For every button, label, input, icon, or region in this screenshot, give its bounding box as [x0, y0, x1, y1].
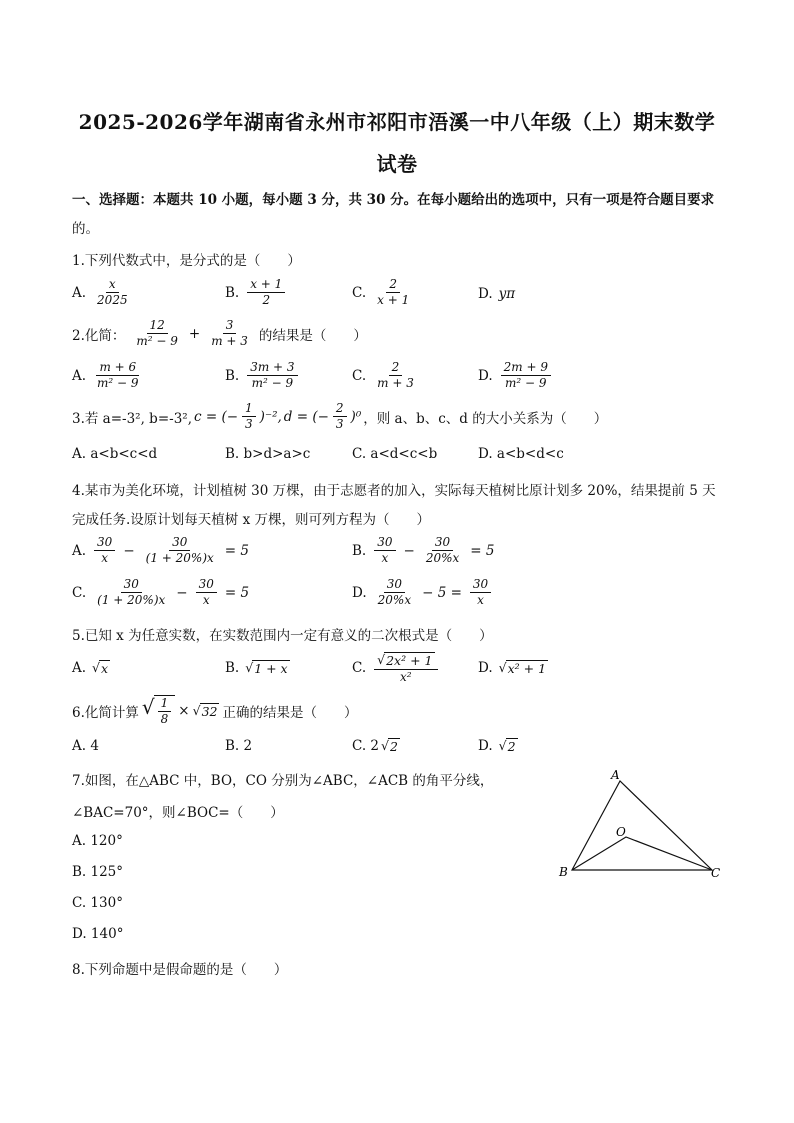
q4-option-a: [72, 535, 249, 566]
fraction: [196, 577, 217, 608]
q4-option-c: [72, 577, 249, 608]
denominator: 20%x: [425, 551, 460, 565]
q1-stem: 1.下列代数式中，是分式的是（ ）: [72, 253, 301, 269]
radicand: x: [101, 661, 109, 676]
radicand: 2x² + 1: [386, 653, 433, 668]
square-root: √ 32: [192, 703, 218, 719]
option-label: A.: [72, 660, 87, 676]
q5-option-c: [352, 652, 440, 685]
fraction: [143, 535, 217, 566]
q6-prefix: 6.化简计算: [72, 705, 139, 721]
vertex-label-c: C: [711, 866, 721, 880]
denominator: x: [101, 551, 109, 565]
q7-option-b: B. 125°: [72, 864, 124, 880]
q2-stem: [72, 318, 367, 349]
denominator: x: [477, 593, 484, 607]
fraction: [208, 318, 251, 349]
numerator: 30: [94, 535, 115, 551]
option-label: D.: [478, 660, 493, 676]
fraction: [374, 277, 412, 308]
q6-option-b: B. 2: [225, 738, 253, 754]
denominator: x: [381, 551, 389, 565]
square-root: √ $\frac{1}{8}$: [142, 695, 175, 727]
q6-stem: [72, 695, 357, 727]
numerator: 30: [196, 577, 217, 593]
exam-title-line1: 2025-2026学年湖南省永州市祁阳市浯溪一中八年级（上）期末数学: [78, 110, 716, 134]
square-root: √ 2x² + 1: [377, 652, 433, 668]
q3-d-suffix: )⁰: [350, 408, 362, 425]
fraction: [242, 401, 256, 432]
option-label: A.: [72, 284, 87, 301]
bisector-lines: [572, 837, 712, 870]
denominator: (1 + 20%)x: [97, 593, 166, 607]
numerator: 2: [333, 401, 347, 417]
option-label: B.: [352, 542, 367, 559]
option-label: C.: [352, 284, 367, 301]
section-heading-line2: 的。: [72, 221, 99, 237]
q1-option-d: [478, 286, 515, 302]
option-label: C. 2: [352, 738, 380, 754]
square-root: √ x: [92, 660, 109, 676]
q3-d-prefix: d = (−: [283, 408, 329, 425]
q2-option-c: [352, 360, 419, 391]
numerator: m + 6: [96, 360, 139, 376]
q3-option-d: D. a<b<d<c: [478, 446, 564, 462]
equation-middle: − 5 =: [422, 584, 462, 601]
q4-option-b: [352, 535, 494, 566]
q6-option-a: A. 4: [72, 738, 99, 754]
fraction: [94, 360, 142, 391]
denominator: x + 1: [377, 293, 410, 307]
denominator: m² − 9: [97, 376, 139, 390]
denominator: m + 3: [211, 334, 248, 348]
q3-c-prefix: c = (−: [193, 408, 239, 425]
q1-option-a: [72, 277, 133, 308]
option-label: C.: [72, 584, 87, 601]
fraction: [501, 360, 551, 391]
times-sign: ×: [178, 703, 190, 719]
option-label: C.: [352, 660, 367, 677]
q5-option-b: [225, 660, 290, 676]
q6-option-c: [352, 738, 400, 754]
q4-stem-line2: 完成任务.设原计划每天植树 x 万棵，则可列方程为（ ）: [72, 512, 430, 528]
square-root: √ x² + 1: [498, 660, 547, 676]
equation-rhs: = 5: [224, 542, 249, 559]
q7-stem-line1: 7.如图，在△ABC 中，BO，CO 分别为∠ABC，∠ACB 的角平分线，: [72, 773, 494, 789]
denominator: (1 + 20%)x: [145, 551, 214, 565]
fraction: [374, 535, 395, 566]
q6-option-d: [478, 738, 518, 754]
denominator: 2025: [97, 293, 128, 307]
q5-option-a: [72, 660, 110, 676]
q1-option-b: [225, 277, 287, 308]
plus-sign: +: [188, 325, 201, 342]
fraction: [94, 535, 115, 566]
fraction: [374, 360, 417, 391]
option-text: yπ: [498, 286, 516, 302]
radicand: 32: [201, 704, 218, 719]
q5-stem: 5.已知 x 为任意实数，在实数范围内一定有意义的二次根式是（ ）: [72, 628, 493, 644]
equation-rhs: = 5: [224, 584, 250, 601]
square-root: √ 2: [381, 738, 398, 754]
option-label: D.: [352, 584, 367, 601]
denominator: m + 3: [377, 376, 414, 390]
fraction: [470, 577, 491, 608]
section-heading: [72, 188, 714, 208]
q2-option-d: [478, 360, 553, 391]
q5-option-d: [478, 660, 548, 676]
numerator: 30: [384, 577, 405, 593]
q2-suffix: 的结果是（ ）: [258, 327, 367, 344]
denominator: m² − 9: [505, 376, 547, 390]
q1-option-c: [352, 277, 414, 308]
numerator: 1: [242, 401, 256, 417]
fraction: [333, 401, 347, 432]
denominator: m² − 9: [251, 376, 294, 390]
q8-stem: 8.下列命题中是假命题的是（ ）: [72, 962, 288, 978]
option-label: A.: [72, 542, 87, 559]
option-label: B.: [225, 660, 240, 676]
q7-option-a: A. 120°: [72, 833, 123, 849]
fraction: [94, 277, 131, 308]
radicand: 2: [507, 739, 516, 754]
q3-option-a: A. a<b<c<d: [72, 446, 158, 462]
option-label: D.: [478, 367, 493, 384]
q3-part2: ，则 a、b、c、d 的大小关系为（ ）: [363, 410, 608, 427]
numerator: 30: [470, 577, 491, 593]
denominator: 3: [245, 417, 253, 431]
fraction: [374, 652, 437, 685]
section-heading-line1: 一、选择题：本题共 10 小题，每小题 3 分，共 30 分。在每小题给出的选项中，只有一项是符合题目要求: [72, 192, 715, 208]
q4-option-d: [352, 577, 493, 608]
fraction: [423, 535, 462, 566]
radicand: [154, 695, 176, 727]
denominator: 20%x: [377, 593, 412, 607]
minus-sign: −: [176, 584, 188, 601]
denominator: 8: [160, 712, 169, 726]
square-root: √ 2: [498, 738, 516, 754]
fraction: [133, 318, 181, 349]
option-label: B.: [225, 284, 240, 301]
option-label: D.: [478, 738, 493, 754]
q3-stem: [72, 401, 607, 432]
q3-option-c: C. a<d<c<b: [352, 446, 438, 462]
numerator: x + 1: [247, 277, 285, 293]
numerator: 3: [223, 318, 237, 334]
q3-c-suffix: )⁻²,: [259, 408, 282, 425]
fraction: [158, 696, 172, 727]
numerator: 30: [121, 577, 142, 593]
q2-option-b: [225, 360, 300, 391]
numerator: [374, 652, 437, 670]
numerator: x: [106, 277, 119, 293]
option-label: B.: [225, 367, 240, 384]
fraction: [94, 577, 168, 608]
q2-prefix: 2.化简：: [72, 327, 126, 344]
option-label: D.: [478, 286, 493, 302]
radicand: 1 + x: [254, 661, 288, 676]
numerator: 2: [389, 360, 403, 376]
minus-sign: −: [123, 542, 135, 559]
equation-rhs: = 5: [470, 542, 495, 559]
denominator: x²: [400, 669, 412, 684]
vertex-label-a: A: [611, 768, 620, 782]
radicand: 2: [390, 739, 398, 754]
fraction: [247, 277, 285, 308]
option-label: A.: [72, 367, 87, 384]
vertex-label-o: O: [616, 825, 626, 839]
radicand: x² + 1: [507, 661, 547, 676]
numerator: 3m + 3: [247, 360, 297, 376]
q6-suffix: 正确的结果是（ ）: [222, 705, 358, 721]
denominator: 3: [335, 417, 344, 431]
numerator: 2m + 9: [501, 360, 551, 376]
minus-sign: −: [403, 542, 415, 559]
denominator: 2: [262, 293, 271, 307]
q7-stem-line2: ∠BAC=70°，则∠BOC=（ ）: [72, 805, 284, 821]
fraction: [375, 577, 414, 608]
q2-option-a: [72, 360, 144, 391]
denominator: m² − 9: [136, 334, 178, 348]
q3-part1: 3.若 a=-3², b=-3²,: [72, 410, 192, 427]
denominator: x: [202, 593, 210, 607]
q7-option-c: C. 130°: [72, 895, 123, 911]
exam-title-line2: 试卷: [376, 152, 418, 176]
numerator: 12: [147, 318, 168, 334]
triangle-figure: [550, 765, 730, 885]
numerator: 30: [374, 535, 395, 551]
fraction: [247, 360, 297, 391]
q3-option-b: B. b>d>a>c: [225, 446, 311, 462]
q4-stem-line1: 4.某市为美化环境，计划植树 30 万棵，由于志愿者的加入，实际每天植树比原计划多 20%，结果提前 5 天: [72, 483, 716, 499]
numerator: 30: [169, 535, 190, 551]
vertex-label-b: B: [559, 865, 568, 879]
numerator: 2: [386, 277, 400, 293]
numerator: 1: [158, 696, 172, 712]
numerator: 30: [432, 535, 453, 551]
square-root: √ 1 + x: [245, 660, 288, 676]
option-label: C.: [352, 367, 367, 384]
q7-option-d: D. 140°: [72, 926, 124, 942]
